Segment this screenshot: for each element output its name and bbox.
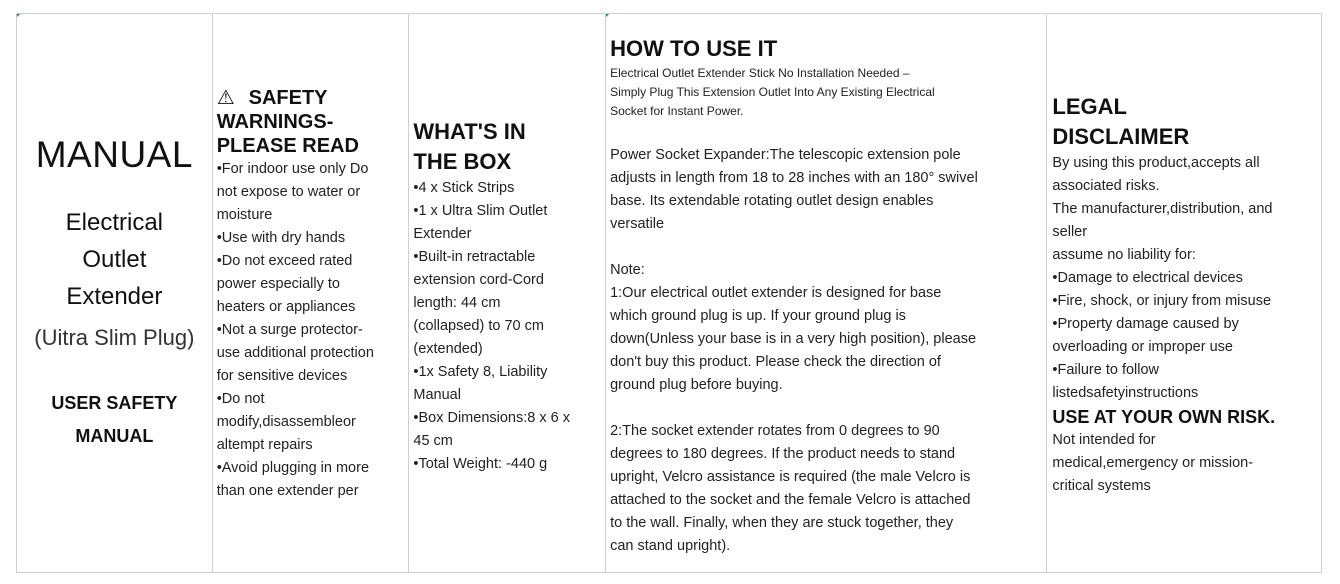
note-line: down(Unless your base is in a very high position), please <box>610 331 977 347</box>
box-heading-line-1: WHAT'S IN <box>413 119 526 144</box>
legal-line: overloading or improper use <box>1052 339 1233 355</box>
legal-tail-line: critical systems <box>1052 478 1151 494</box>
legal-line: •Damage to electrical devices <box>1052 270 1243 286</box>
safety-line: •Do not exceed rated <box>216 253 353 269</box>
spacer <box>610 397 1042 420</box>
legal-tail-line: Not intended for <box>1052 432 1156 448</box>
warning-icon: ⚠ <box>216 87 235 109</box>
safety-line: altempt repairs <box>216 437 313 453</box>
safety-line: for sensitive devices <box>216 368 348 384</box>
rotation-line: to the wall. Finally, when they are stuck together, they <box>610 515 954 531</box>
product-name-line-1: Electrical <box>65 208 164 236</box>
safety-heading-line-3: PLEASE READ <box>216 135 359 157</box>
legal-line: •Fire, shock, or injury from misuse <box>1052 293 1272 309</box>
legal-line: •Property damage caused by <box>1052 316 1239 332</box>
box-line: length: 44 cm <box>413 295 501 311</box>
note-line: which ground plug is up. If your ground plug is <box>610 308 906 324</box>
expander-line: versatile <box>610 216 665 232</box>
safety-line: heaters or appliances <box>216 299 356 315</box>
note-line: don't buy this product. Please check the direction of <box>610 354 941 370</box>
box-line: extension cord-Cord <box>413 272 544 288</box>
box-line: 45 cm <box>413 433 453 449</box>
legal-disclaimer-column <box>1047 14 1321 572</box>
safety-line: not expose to water or <box>216 184 361 200</box>
box-line: •Total Weight: -440 g <box>413 456 548 472</box>
note-line: ground plug before buying. <box>610 377 783 393</box>
expander-line: Power Socket Expander:The telescopic extension pole <box>610 147 961 163</box>
rotation-line: attached to the socket and the female Velcro is attached <box>610 492 971 508</box>
safety-line: moisture <box>216 207 273 223</box>
expander-line: base. Its extendable rotating outlet design enables <box>610 193 934 209</box>
whats-in-box-column <box>409 14 606 572</box>
safety-line: use additional protection <box>216 345 374 361</box>
safety-heading-line-1 <box>217 86 405 110</box>
manual-title: MANUAL <box>35 133 193 175</box>
cover-column <box>17 14 213 572</box>
safety-line: modify,disassembleor <box>216 414 356 430</box>
legal-line: seller <box>1052 224 1088 240</box>
box-line: •Box Dimensions:8 x 6 x <box>413 410 570 426</box>
safety-line: •Use with dry hands <box>216 230 346 246</box>
box-line: Extender <box>413 226 472 242</box>
note-line: Note: <box>610 262 645 278</box>
rotation-line: degrees to 180 degrees. If the product needs to stand <box>610 446 956 462</box>
legal-heading-line-1: LEGAL <box>1052 94 1127 119</box>
safety-line: power especially to <box>216 276 341 292</box>
rotation-line: upright, Velcro assistance is required (the male Velcro is <box>610 469 971 485</box>
box-line: •4 x Stick Strips <box>413 180 515 196</box>
rotation-line: can stand upright). <box>610 538 731 554</box>
safety-line: •Do not <box>216 391 265 407</box>
box-line: Manual <box>413 387 461 403</box>
safety-line: •Not a surge protector- <box>216 322 363 338</box>
intro-line: Simply Plug This Extension Outlet Into Any Existing Electrical <box>610 85 935 99</box>
box-line: (collapsed) to 70 cm <box>413 318 544 334</box>
box-line: •1x Safety 8, Liability <box>413 364 548 380</box>
note-line: 1:Our electrical outlet extender is designed for base <box>610 285 942 301</box>
legal-line: associated risks. <box>1052 178 1160 194</box>
safety-heading-line-2: WARNINGS- <box>216 111 334 133</box>
box-heading-line-2: THE BOX <box>413 149 512 174</box>
user-safety-line-2: MANUAL <box>75 425 154 446</box>
manual-sheet <box>16 13 1322 573</box>
intro-line: Socket for Instant Power. <box>610 104 744 118</box>
safety-line: •For indoor use only Do <box>216 161 369 177</box>
box-line: •Built-in retractable <box>413 249 536 265</box>
safety-line: than one extender per <box>216 483 359 499</box>
legal-line: By using this product,accepts all <box>1052 155 1260 171</box>
expander-line: adjusts in length from 18 to 28 inches with an 180° swivel <box>610 170 978 186</box>
how-to-use-column <box>606 14 1047 572</box>
user-safety-line-1: USER SAFETY <box>51 392 178 413</box>
legal-line: assume no liability for: <box>1052 247 1196 263</box>
intro-line: Electrical Outlet Extender Stick No Installation Needed – <box>610 66 910 80</box>
box-line: (extended) <box>413 341 483 357</box>
rotation-line: 2:The socket extender rotates from 0 degrees to 90 <box>610 423 940 439</box>
legal-tail-line: medical,emergency or mission- <box>1052 455 1254 471</box>
legal-line: The manufacturer,distribution, and <box>1052 201 1273 217</box>
safety-line: •Avoid plugging in more <box>216 460 370 476</box>
safety-heading-text: SAFETY <box>248 87 328 109</box>
how-to-use-heading: HOW TO USE IT <box>610 36 778 61</box>
safety-warnings-column <box>213 14 410 572</box>
product-name-line-2: Outlet <box>82 245 147 273</box>
legal-heading-line-2: DISCLAIMER <box>1052 124 1190 149</box>
legal-line: •Failure to follow <box>1052 362 1160 378</box>
box-line: •1 x Ultra Slim Outlet <box>413 203 548 219</box>
spacer <box>610 121 1042 144</box>
legal-line: listedsafetyinstructions <box>1052 385 1199 401</box>
product-name-line-3: Extender <box>66 282 163 310</box>
spacer <box>610 236 1042 259</box>
product-subtitle: (Uitra Slim Plug) <box>34 324 195 350</box>
own-risk-heading: USE AT YOUR OWN RISK. <box>1052 407 1276 427</box>
